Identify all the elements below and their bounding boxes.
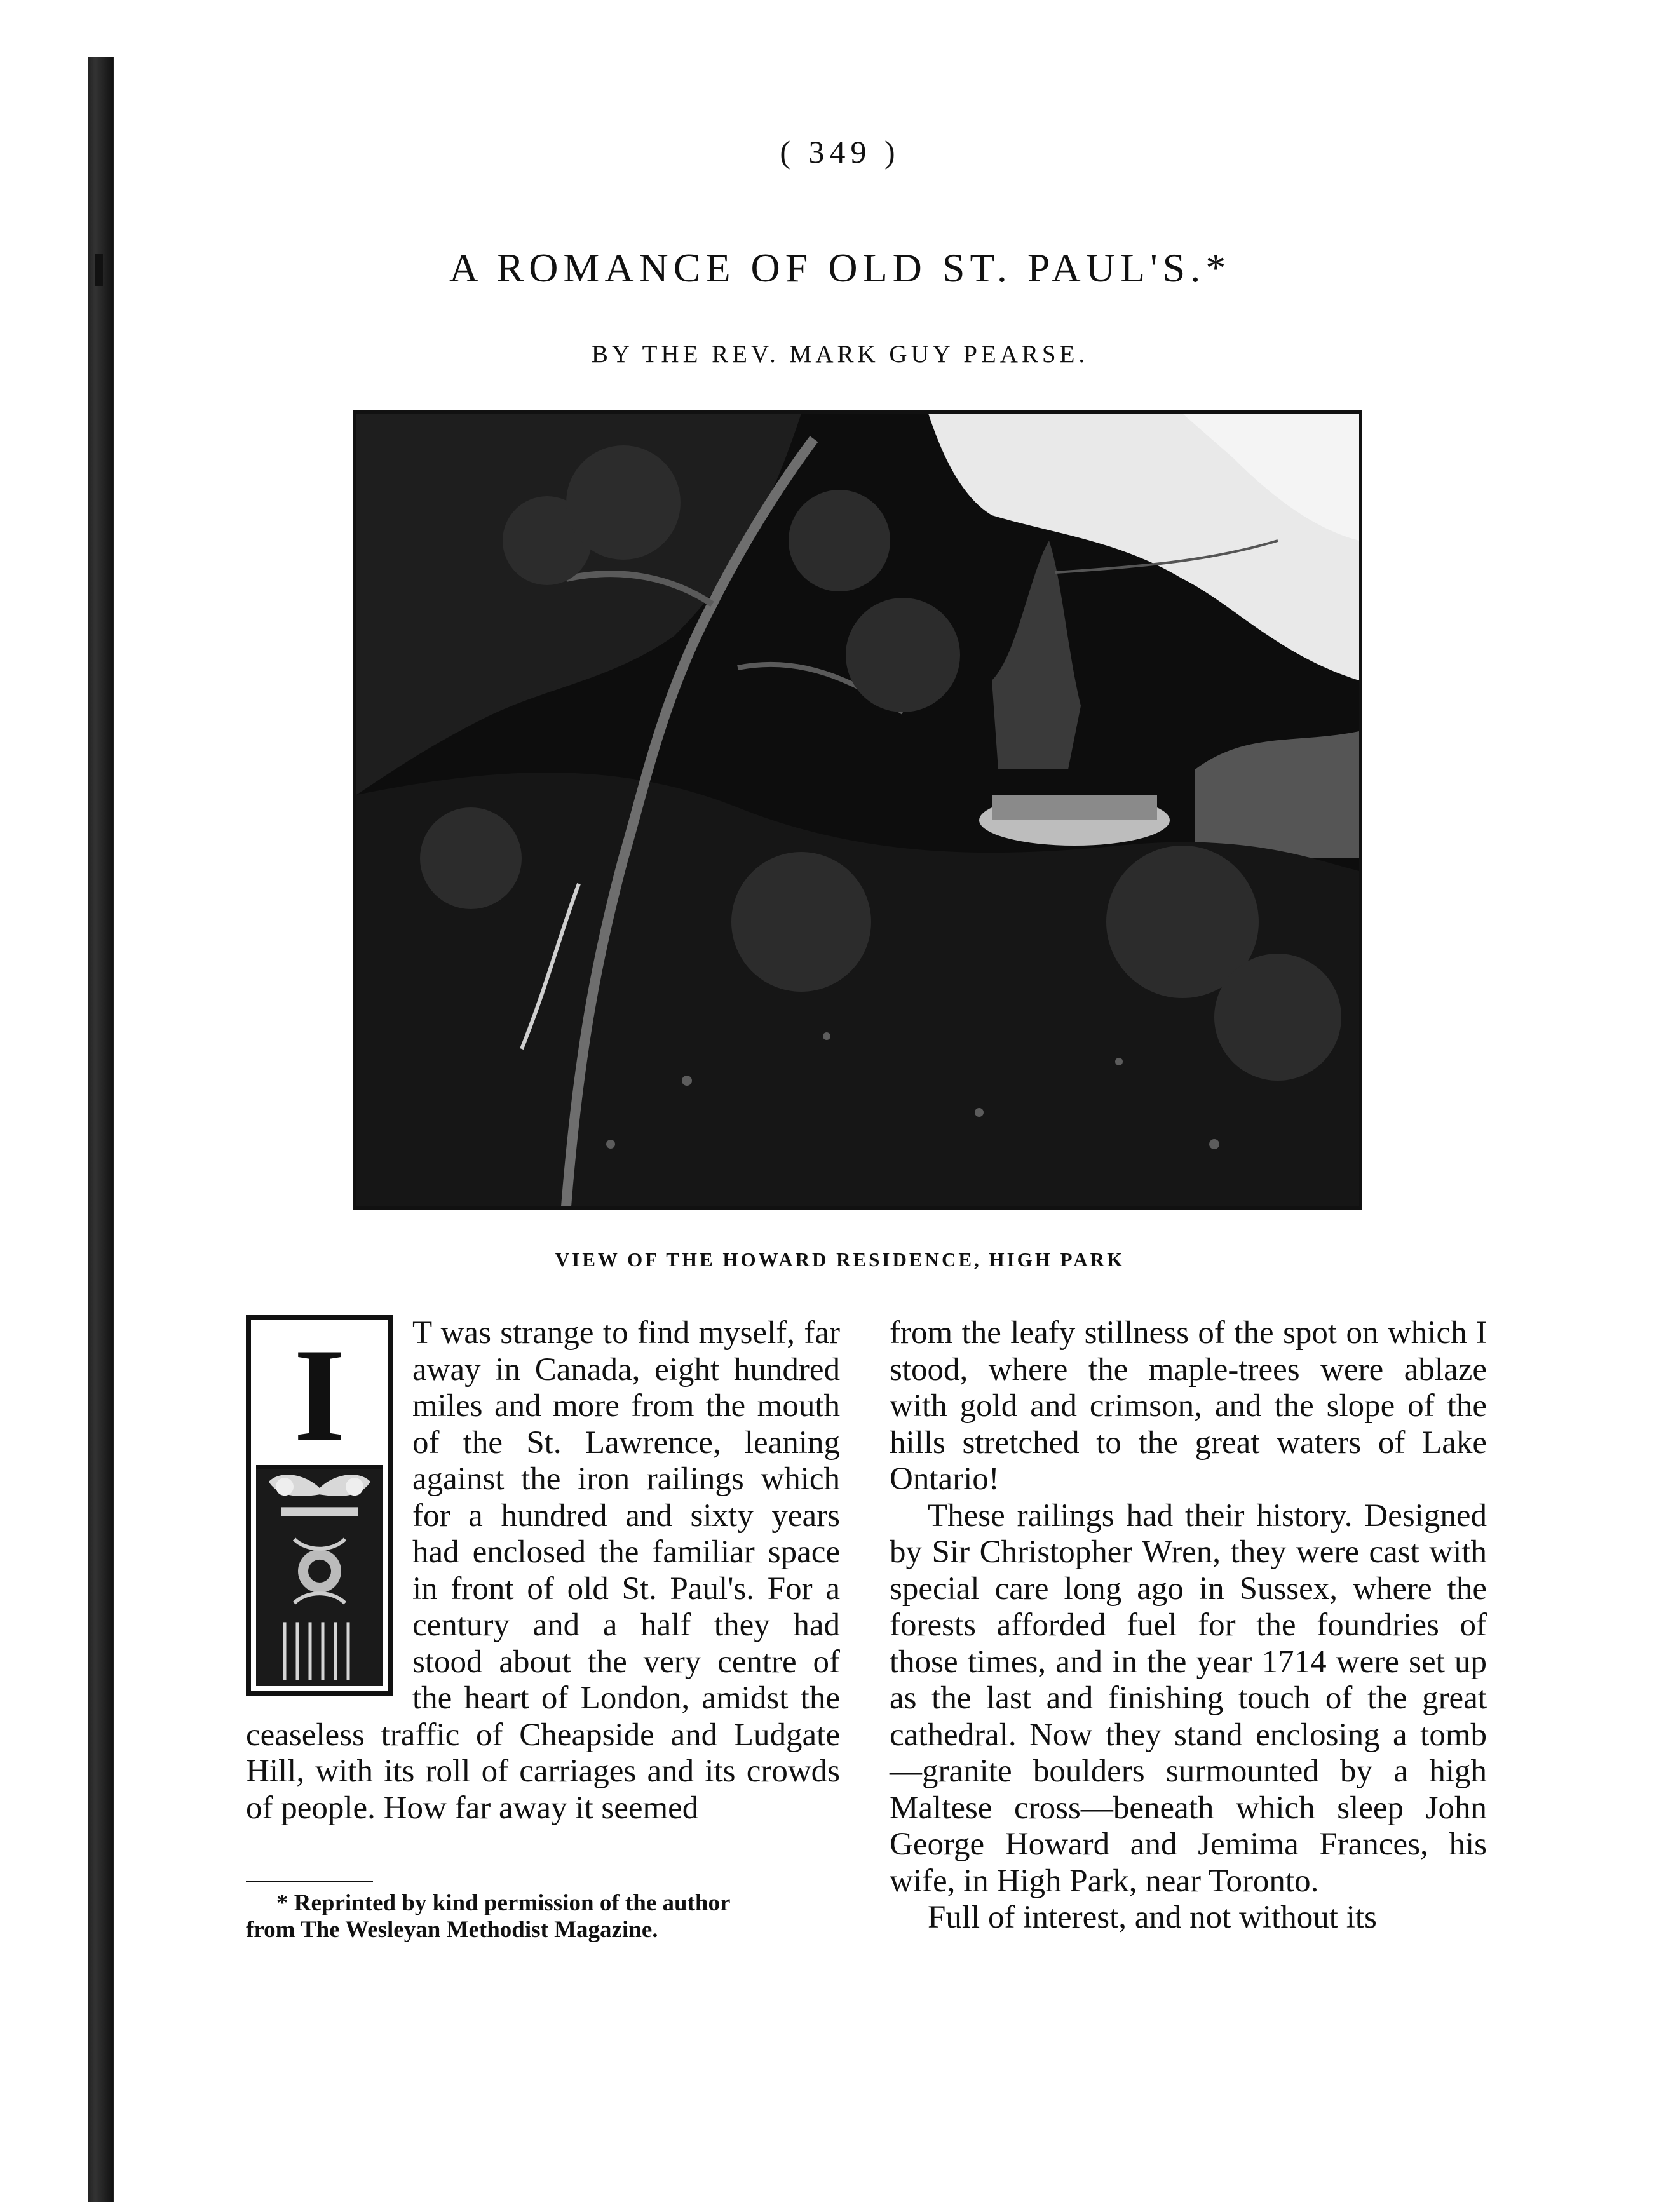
paragraph-railings-history: These railings had their history. Designed by Sir Christopher Wren, they were cast with special care long ago in Sussex, where the forests afforded fuel for the foundries of those times, and in the year 1714 were set up as the last and finishing touch of the great cathedral. Now they stand enclosing a tomb—granite boulders surmounted by a high Maltese cross—beneath which sleep John George Howard and Jemima Frances, his wife, in High Park, near Toronto. [890,1497,1487,1899]
photo-caption: VIEW OF THE HOWARD RESIDENCE, HIGH PARK [555,1248,1125,1271]
article-column-left [246,1315,840,1827]
book-spine-edge [76,57,114,2202]
paragraph-continuation: from the leafy stillness of the spot on which I stood, where the maple-trees were ablaze with gold and crimson, and the slope of the hills stretched to the great waters of Lake Ontario! [890,1315,1487,1497]
footnote-line-2: from The Wesleyan Methodist Magazine. [246,1917,658,1943]
drop-cap [246,1315,393,1696]
paragraph-opening: T was strange to find myself, far away in Canada, eight hundred miles and more from the mouth of the St. Lawrence, leaning against the iron railings which for a hundred and sixty years had enclosed the familiar space in front of old St. Paul's. For a century and a half they had stood about the very centre of the heart of London, amidst the ceaseless traffic of Cheapside and Ludgate Hill, with its roll of carriages and its crowds of people. How far away it seemed [246,1315,840,1826]
park-photograph [353,410,1362,1210]
column-ornament-icon [256,1469,383,1686]
drop-cap-letter: I [256,1325,383,1469]
article-column-right [890,1315,1487,1936]
page-number: ( 349 ) [780,134,900,170]
paragraph-closing: Full of interest, and not without its [928,1900,1377,1935]
photo-illustration [356,414,1359,1206]
article-title: A ROMANCE OF OLD ST. PAUL'S.* [449,245,1231,290]
article-byline: BY THE REV. MARK GUY PEARSE. [591,341,1089,368]
footnote-line-1: * Reprinted by kind permission of the author [276,1890,731,1916]
footnote-rule [246,1881,373,1882]
footnote [246,1890,856,1943]
